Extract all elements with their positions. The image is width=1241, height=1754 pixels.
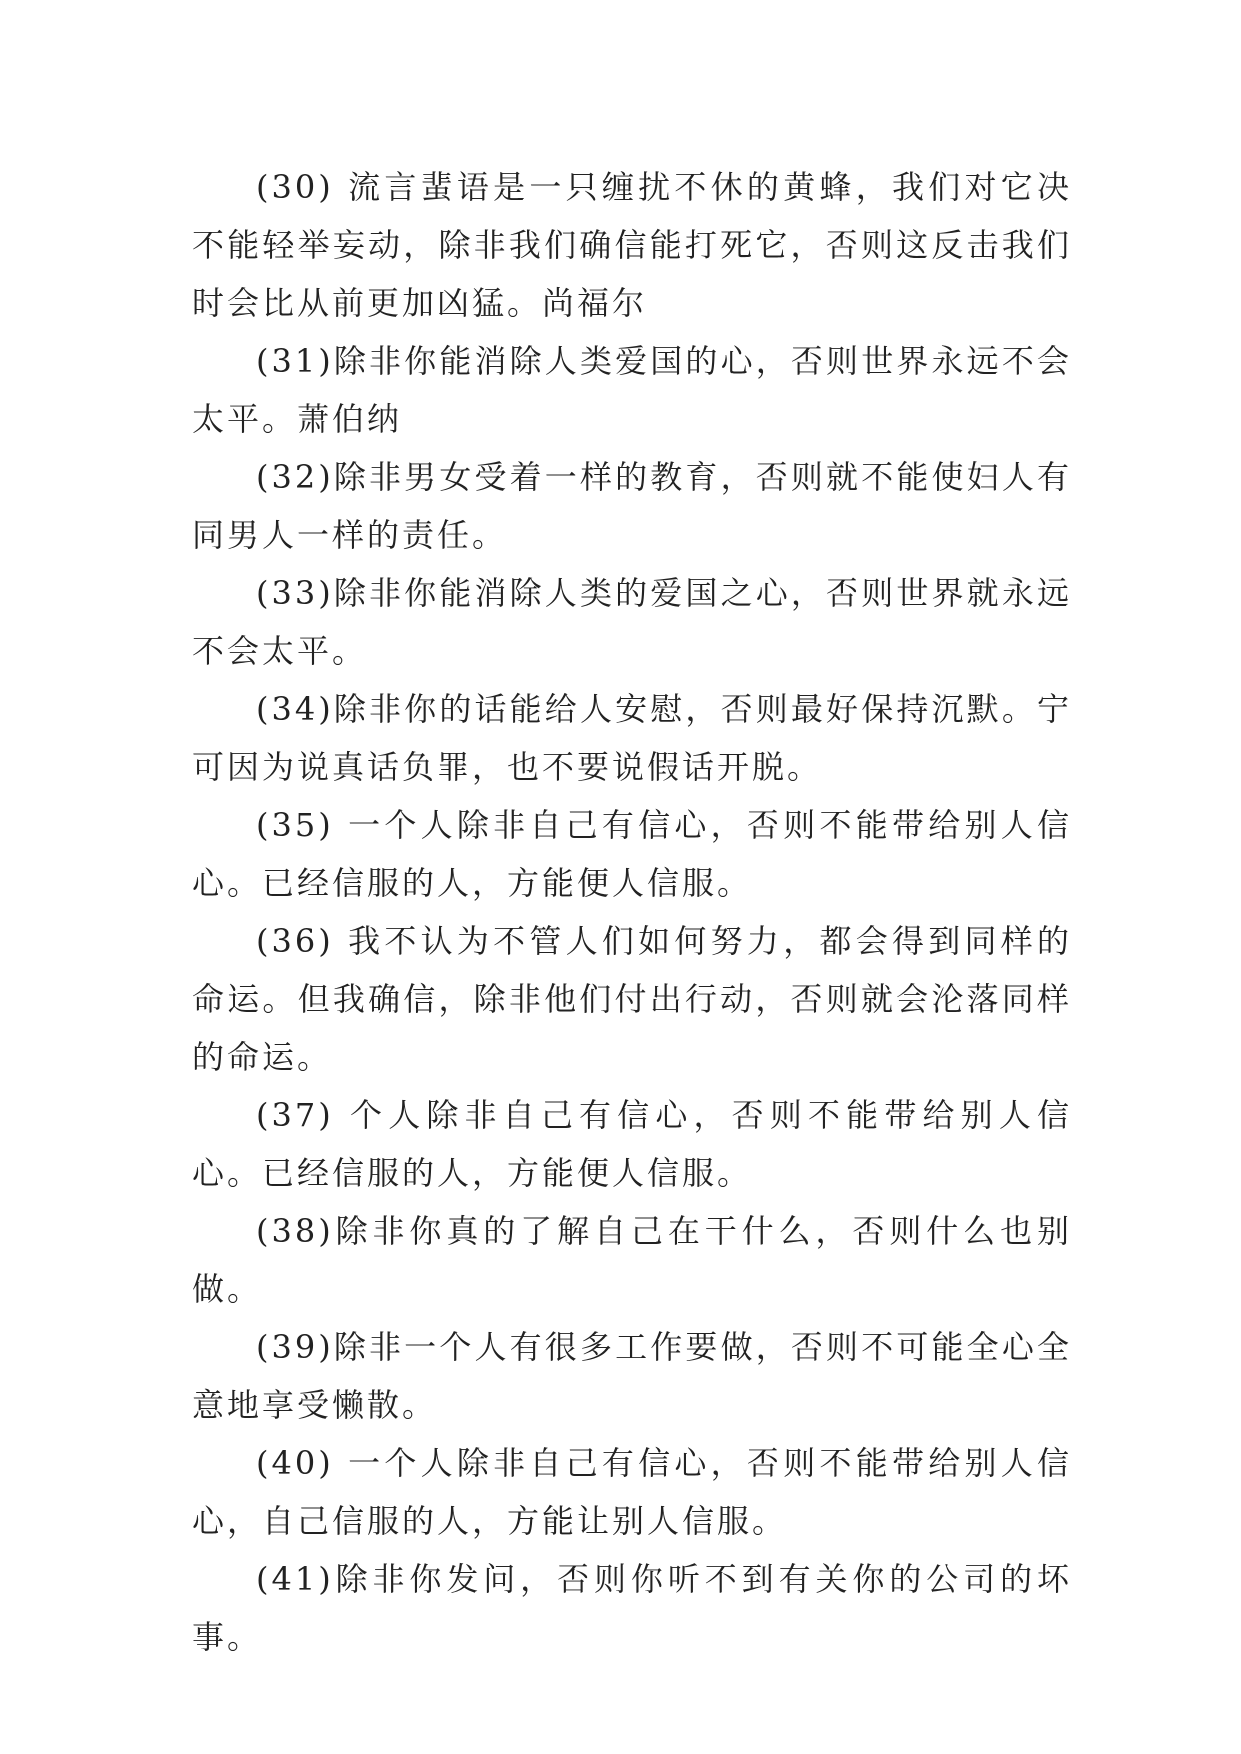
paragraph-32: (32)除非男女受着一样的教育，否则就不能使妇人有同男人一样的责任。	[192, 458, 1072, 554]
paragraph-41: (41)除非你发问，否则你听不到有关你的公司的坏事。	[192, 1560, 1072, 1656]
paragraph-35: (35) 一个人除非自己有信心，否则不能带给别人信心。已经信服的人，方能便人信服。	[192, 806, 1072, 902]
paragraph-36: (36) 我不认为不管人们如何努力，都会得到同样的命运。但我确信，除非他们付出行动，否则就会沦落同样的命运。	[192, 922, 1072, 1076]
paragraph-33: (33)除非你能消除人类的爱国之心，否则世界就永远不会太平。	[192, 574, 1072, 670]
paragraph-30: (30) 流言蜚语是一只缠扰不休的黄蜂，我们对它决不能轻举妄动，除非我们确信能打死它，否则这反击我们时会比从前更加凶猛。尚福尔	[192, 168, 1072, 322]
paragraph-39: (39)除非一个人有很多工作要做，否则不可能全心全意地享受懒散。	[192, 1328, 1072, 1424]
paragraph-40: (40) 一个人除非自己有信心，否则不能带给别人信心，自己信服的人，方能让别人信服。	[192, 1444, 1072, 1540]
document-body	[192, 158, 1072, 1666]
paragraph-31: (31)除非你能消除人类爱国的心，否则世界永远不会太平。萧伯纳	[192, 342, 1072, 438]
paragraph-37: (37) 个人除非自己有信心，否则不能带给别人信心。已经信服的人，方能便人信服。	[192, 1096, 1072, 1192]
paragraph-38: (38)除非你真的了解自己在干什么，否则什么也别做。	[192, 1212, 1072, 1308]
paragraph-34: (34)除非你的话能给人安慰，否则最好保持沉默。宁可因为说真话负罪，也不要说假话开脱。	[192, 690, 1072, 786]
